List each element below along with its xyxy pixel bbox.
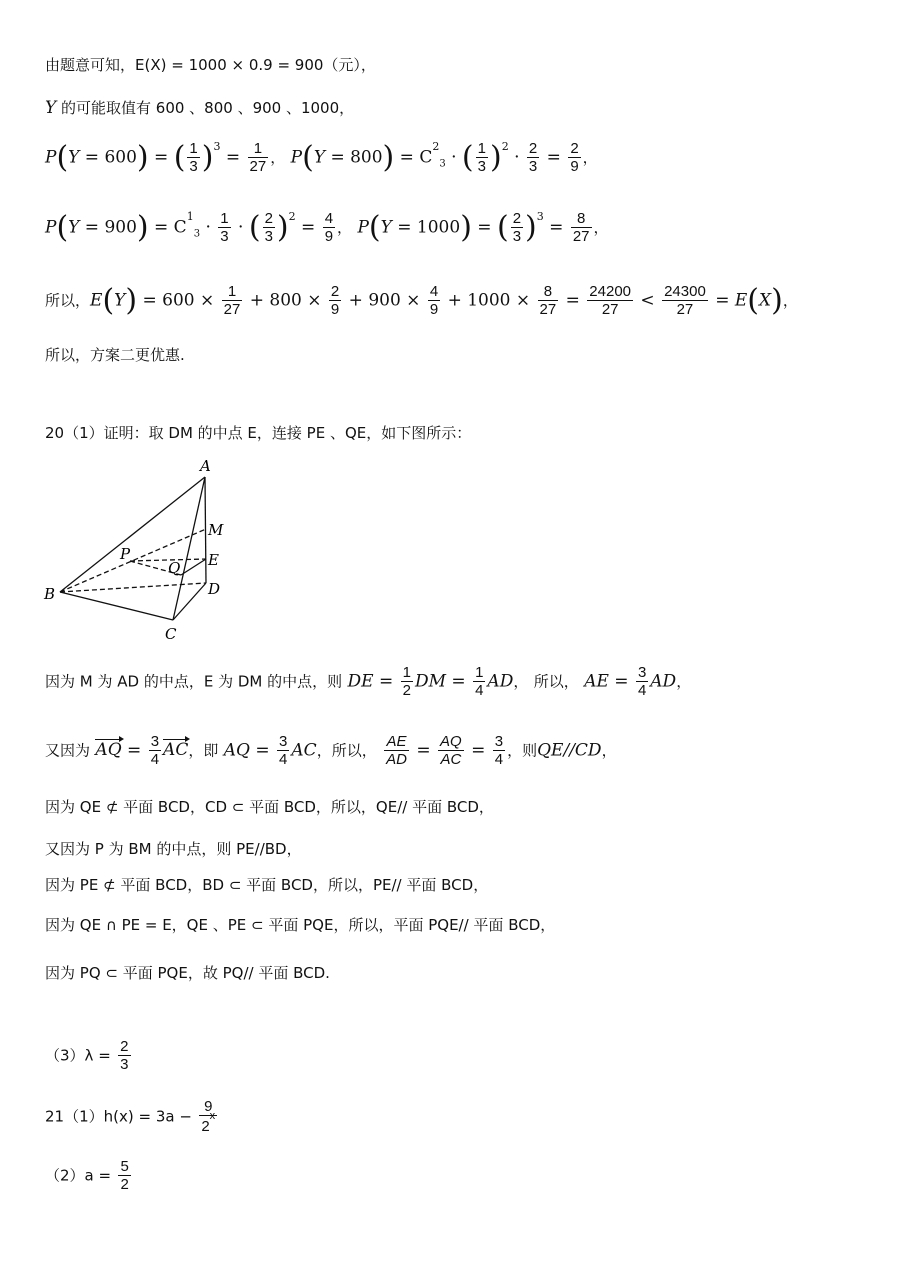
y-values-text: 的可能取值有 600 、800 、900 、1000， — [56, 99, 355, 117]
line-problem-21-part2: （2）a = $\frac{5}{2}$ — [45, 1158, 129, 1194]
label-m: M — [208, 521, 224, 539]
line-part3-answer: （3）λ = $\frac{2}{3}$ — [45, 1038, 129, 1074]
line-problem-21-part1: 21（1）h(x) = 3a − $\frac{9}{2^x}$ — [45, 1098, 216, 1136]
line-y-values — [45, 100, 354, 117]
line-pe-parallel-plane: 因为 PE ⊄ 平面 BCD，BD ⊂ 平面 BCD，所以，PE// 平面 BCD， — [45, 876, 489, 894]
label-q: Q — [168, 559, 181, 577]
label-p: P — [120, 545, 131, 563]
line-vector-relation: 又因为 AQ = $\frac{3}{4}$ AC，即 AQ = $\frac{3}{4}$ AC，所以， $\frac{AE}{AD}$ = $\frac{AQ}{AC}$ = $\frac{3}{4}$ ，则QE//CD， — [45, 733, 617, 769]
line-midpoint-relation: 因为 M 为 AD 的中点，E 为 DM 的中点，则 DE = $\frac{1}{2}$ DM = $\frac{1}{4}$ AD， 所以， AE = $\frac{3}{4}$ AD， — [45, 664, 692, 700]
line-prob-600-800: P(Y = 600) = ( $\frac{1}{3}$ )$^3$ = $\frac{1}{27}$ ， $P(Y = 800) = C^2_3$ · ( $\frac{1}{3}$ )$^2$ · $\frac{2}{3}$ = $\frac{2}{9}$ ， — [45, 139, 598, 176]
line-expectation-x: 由题意可知，E(X) = 1000 × 0.9 = 900（元）， — [45, 56, 376, 74]
line-prob-900-1000: $P(Y = 900) = C^1_3$ · $\frac{1}{3}$ · ( $\frac{2}{3}$ )$^2$ = $\frac{4}{9}$ ， P(Y = 1000) = ( $\frac{2}{3}$ )$^3$ = $\frac{8}{27}$ ， — [45, 209, 609, 246]
label-c: C — [165, 625, 177, 643]
var-y: Y — [45, 98, 57, 118]
label-d: D — [208, 580, 221, 598]
label-b: B — [44, 585, 56, 603]
line-pq-parallel: 因为 PQ ⊂ 平面 PQE，故 PQ// 平面 BCD. — [45, 964, 330, 982]
line-planes-parallel: 因为 QE ∩ PE = E，QE 、PE ⊂ 平面 PQE，所以，平面 PQE// 平面 BCD， — [45, 916, 556, 934]
label-a: A — [200, 457, 211, 475]
line-conclusion-plan: 所以，方案二更优惠. — [45, 346, 185, 364]
line-problem-20-proof: 20（1）证明：取 DM 的中点 E，连接 PE 、QE，如下图所示： — [45, 424, 472, 442]
line-qe-parallel: 因为 QE ⊄ 平面 BCD，CD ⊂ 平面 BCD，所以，QE// 平面 BCD， — [45, 798, 494, 816]
line-pe-parallel-bd: 又因为 P 为 BM 的中点，则 PE//BD， — [45, 840, 302, 858]
label-e: E — [208, 551, 219, 569]
tetrahedron-figure — [40, 455, 240, 645]
line-expectation-y: 所以，E(Y) = 600 × $\frac{1}{27}$ + 800 × $\frac{2}{9}$ + 900 × $\frac{4}{9}$ + 1000 × $\frac{8}{27}$ = $\frac{24200}{27}$ < $\frac{24300}{27}$ = E(X)， — [45, 282, 798, 319]
